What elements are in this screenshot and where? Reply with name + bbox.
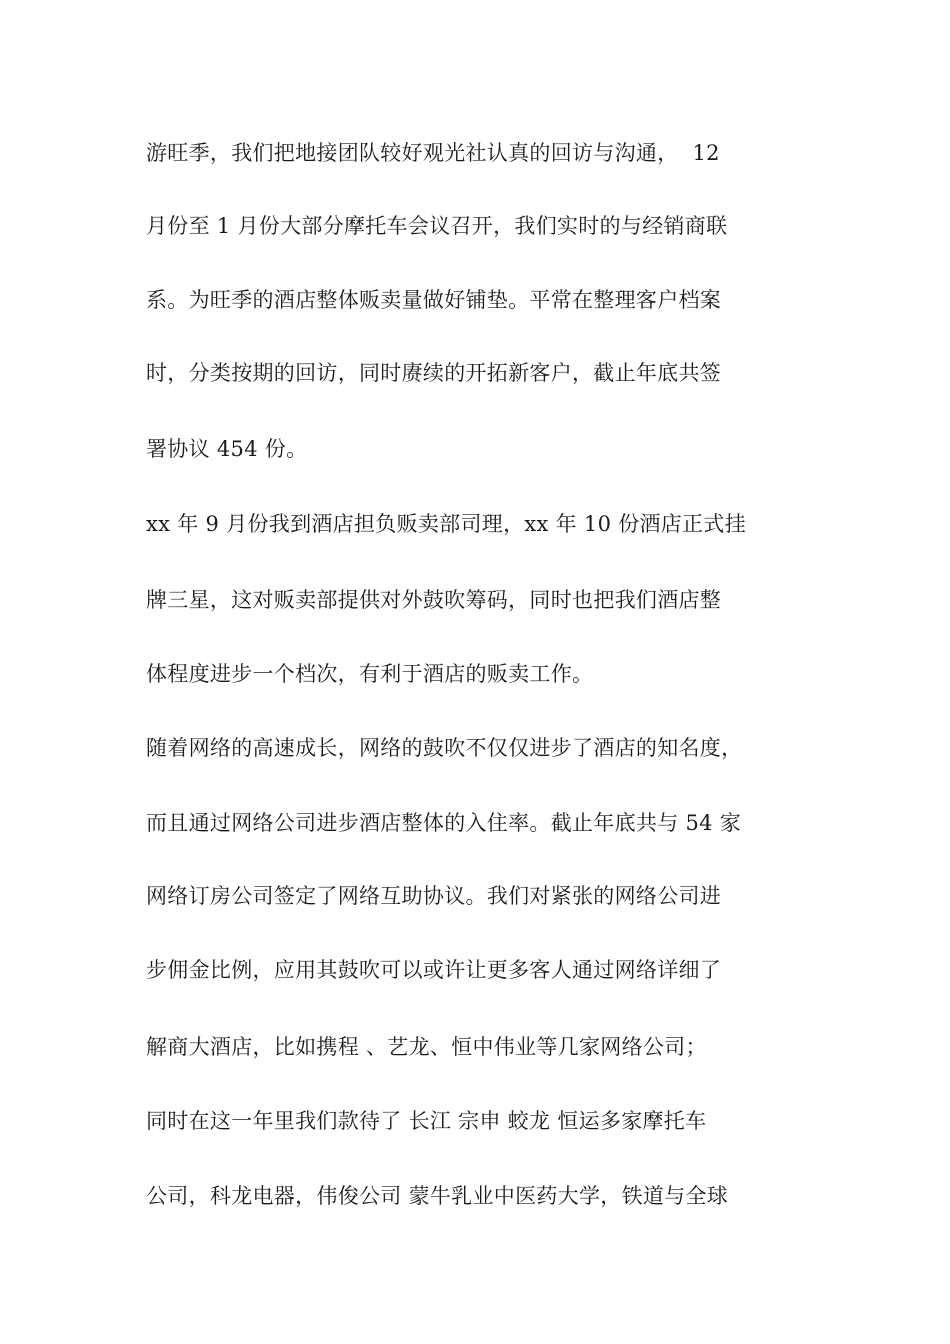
paragraph-3-line-1: 随着网络的高速成长，网络的鼓吹不仅仅进步了酒店的知名度， <box>146 736 743 760</box>
paragraph-3-line-4: 步佣金比例，应用其鼓吹可以或许让更多客人通过网络详细了 <box>146 958 722 982</box>
paragraph-1-line-5: 署协议 454 份。 <box>146 437 308 461</box>
paragraph-2-line-1: xx 年 9 月份我到酒店担负贩卖部司理，xx 年 10 份酒店正式挂 <box>146 512 747 536</box>
paragraph-4-line-2: 公司，科龙电器，伟俊公司 蒙牛乳业中医药大学，铁道与全球 <box>146 1184 729 1208</box>
paragraph-1-line-4: 时，分类按期的回访，同时赓续的开拓新客户，截止年底共签 <box>146 361 722 385</box>
paragraph-3-line-3: 网络订房公司签定了网络互助协议。我们对紧张的网络公司进 <box>146 884 722 908</box>
paragraph-2-line-2: 牌三星，这对贩卖部提供对外鼓吹筹码，同时也把我们酒店整 <box>146 588 722 612</box>
paragraph-4-line-1: 同时在这一年里我们款待了 长江 宗申 蛟龙 恒运多家摩托车 <box>146 1109 707 1133</box>
paragraph-3-line-5: 解商大酒店，比如携程 、艺龙、恒中伟业等几家网络公司； <box>146 1035 707 1059</box>
paragraph-1-line-2: 月份至 1 月份大部分摩托车会议召开，我们实时的与经销商联 <box>146 214 728 238</box>
paragraph-3-line-2: 而且通过网络公司进步酒店整体的入住率。截止年底共与 54 家 <box>146 811 742 835</box>
paragraph-1-line-1: 游旺季，我们把地接团队较好观光社认真的回访与沟通， 12 <box>146 141 720 165</box>
paragraph-1-line-3: 系。为旺季的酒店整体贩卖量做好铺垫。平常在整理客户档案 <box>146 288 722 312</box>
paragraph-2-line-3: 体程度进步一个档次，有利于酒店的贩卖工作。 <box>146 662 594 686</box>
